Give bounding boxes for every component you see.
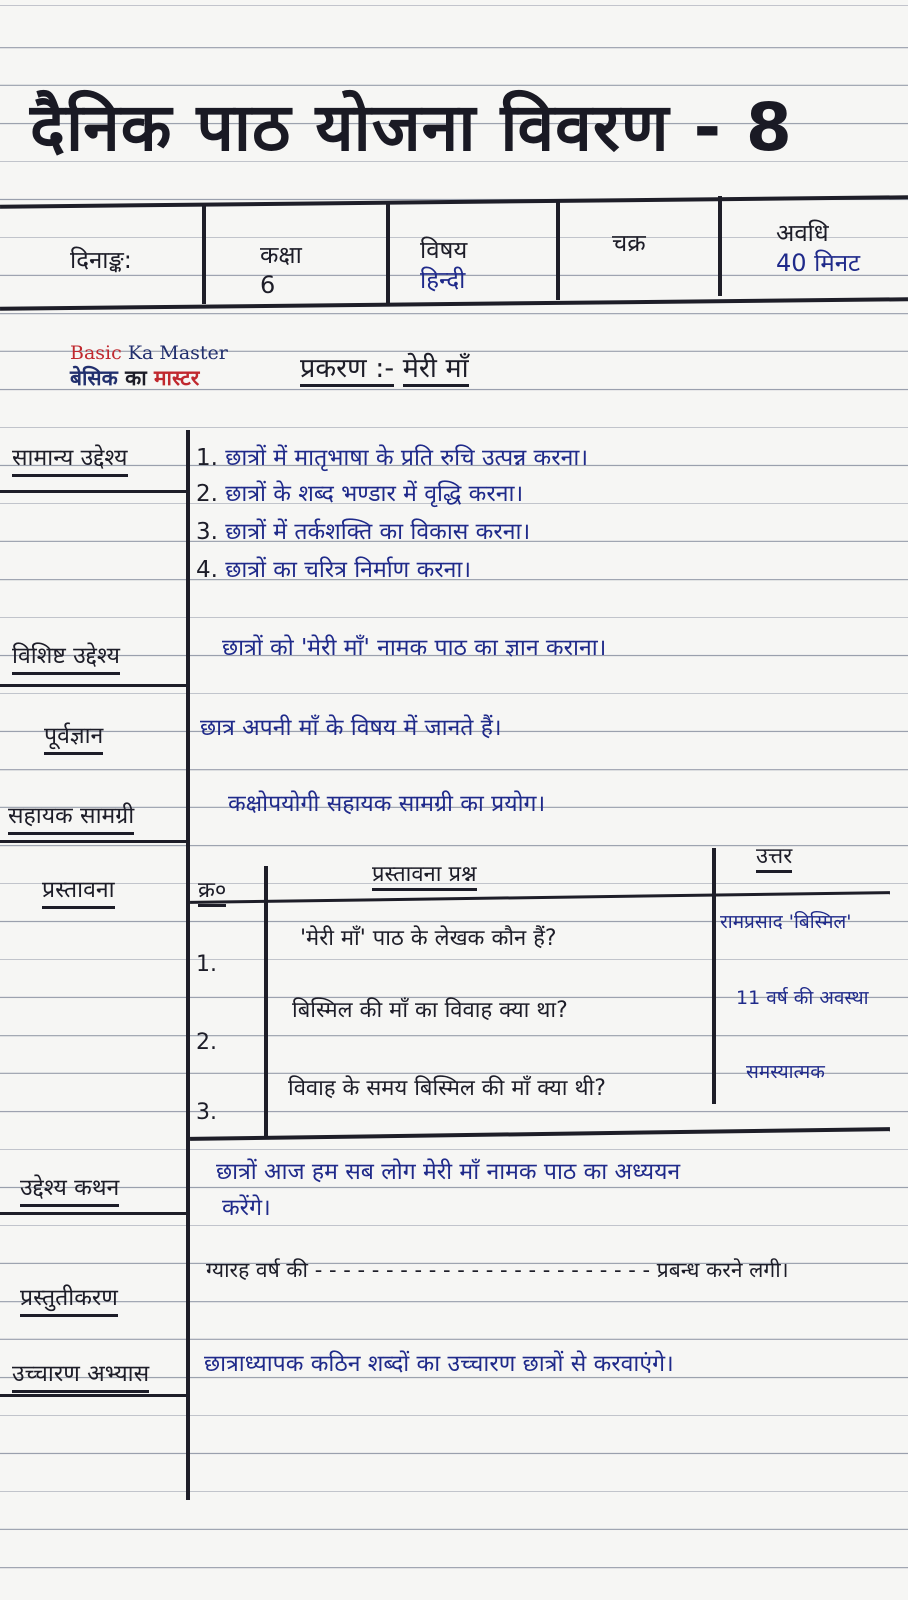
intro-col-divider-1 bbox=[264, 866, 268, 1138]
intro-header-rule bbox=[190, 891, 890, 904]
intro-row-no: 1. bbox=[196, 952, 217, 977]
logo-word-master: Master bbox=[159, 342, 228, 364]
intro-row-no: 3. bbox=[196, 1100, 217, 1125]
intro-row-answer: समस्यात्मक bbox=[746, 1061, 825, 1083]
intro-col-question-header: प्रस्तावना प्रश्न bbox=[372, 858, 477, 891]
pronunciation-label: उच्चारण अभ्यास bbox=[12, 1356, 149, 1393]
logo-hindi-basic: बेसिक bbox=[70, 366, 118, 390]
topic-value: मेरी माँ bbox=[403, 353, 469, 387]
presentation-line bbox=[206, 1256, 789, 1284]
pronunciation-text: छात्राध्यापक कठिन शब्दों का उच्चारण छात्रों से करवाएंगे। bbox=[204, 1351, 674, 1377]
teaching-aids-text: कक्षोपयोगी सहायक सामग्री का प्रयोग। bbox=[228, 791, 546, 817]
header-top-rule bbox=[0, 195, 908, 209]
intro-row-no: 2. bbox=[196, 1030, 217, 1055]
logo-word-ka: Ka bbox=[127, 342, 154, 364]
objective-number: 2. bbox=[196, 481, 218, 507]
section-rule bbox=[0, 684, 186, 687]
section-rule bbox=[0, 490, 186, 493]
prior-knowledge-label: पूर्वज्ञान bbox=[44, 718, 103, 755]
objective-number: 1. bbox=[196, 445, 218, 471]
topic-label: प्रकरण :- bbox=[300, 353, 394, 387]
date-punct: : bbox=[123, 246, 132, 274]
basic-ka-master-logo bbox=[70, 342, 228, 392]
objective-text: छात्रों का चरित्र निर्माण करना। bbox=[225, 557, 472, 583]
chakra-label: चक्र bbox=[612, 229, 646, 257]
prior-knowledge-text: छात्र अपनी माँ के विषय में जानते हैं। bbox=[200, 715, 502, 741]
header-date-cell bbox=[70, 245, 132, 275]
objective-text: छात्रों में तर्कशक्ति का विकास करना। bbox=[225, 519, 531, 545]
section-rule bbox=[0, 1394, 186, 1397]
header-bottom-rule bbox=[0, 297, 908, 311]
objective-number: 4. bbox=[196, 557, 218, 583]
intro-col-answer-header: उत्तर bbox=[756, 840, 792, 873]
intro-row-question: बिस्मिल की माँ का विवाह क्या था? bbox=[292, 998, 568, 1023]
class-label: कक्षा bbox=[260, 241, 302, 269]
left-margin-rule bbox=[186, 430, 190, 1500]
class-value: 6 bbox=[260, 271, 276, 299]
logo-hindi-master: मास्टर bbox=[153, 366, 200, 390]
objective-number: 3. bbox=[196, 519, 218, 545]
duration-label: अवधि bbox=[776, 219, 829, 247]
aim-statement-label: उद्देश्य कथन bbox=[20, 1170, 119, 1207]
objective-item bbox=[196, 440, 588, 472]
aim-statement-line1: छात्रों आज हम सब लोग मेरी माँ नामक पाठ का अध्ययन bbox=[216, 1159, 681, 1185]
subject-label: विषय bbox=[420, 236, 468, 264]
objective-item bbox=[196, 514, 530, 546]
logo-word-basic: Basic bbox=[70, 342, 122, 364]
logo-hindi-ka: का bbox=[125, 366, 147, 390]
page-title: दैनिक पाठ योजना विवरण - 8 bbox=[30, 89, 793, 166]
objective-text: छात्रों में मातृभाषा के प्रति रुचि उत्पन्न करना। bbox=[225, 445, 589, 471]
presentation-start: ग्यारह वर्ष की bbox=[206, 1258, 308, 1282]
intro-bottom-rule bbox=[190, 1127, 890, 1141]
date-label: दिनाङ्क bbox=[70, 246, 124, 274]
specific-objective-text: छात्रों को 'मेरी माँ' नामक पाठ का ज्ञान कराना। bbox=[222, 635, 607, 661]
header-divider-3 bbox=[556, 200, 560, 300]
objective-text: छात्रों के शब्द भण्डार में वृद्धि करना। bbox=[225, 481, 524, 507]
introduction-label: प्रस्तावना bbox=[42, 872, 115, 909]
objective-item bbox=[196, 476, 523, 508]
specific-objective-label: विशिष्ट उद्देश्य bbox=[12, 638, 120, 675]
intro-row-answer: रामप्रसाद 'बिस्मिल' bbox=[720, 911, 852, 933]
duration-value: 40 मिनट bbox=[776, 249, 861, 277]
presentation-end: प्रबन्ध करने लगी। bbox=[656, 1258, 789, 1282]
intro-col-divider-2 bbox=[712, 848, 716, 1104]
section-rule bbox=[0, 1212, 186, 1215]
aim-statement-line2: करेंगे। bbox=[222, 1195, 271, 1221]
general-objectives-label: सामान्य उद्देश्य bbox=[12, 440, 128, 477]
section-rule bbox=[0, 840, 186, 843]
presentation-dashes: - - - - - - - - - - - - - - - - - - - - - - - - bbox=[314, 1258, 651, 1282]
header-subject-cell bbox=[420, 235, 467, 295]
header-divider-2 bbox=[386, 204, 390, 304]
topic-heading bbox=[300, 348, 469, 385]
intro-row-answer: 11 वर्ष की अवस्था bbox=[736, 987, 869, 1009]
header-divider-4 bbox=[718, 196, 722, 296]
teaching-aids-label: सहायक सामग्री bbox=[8, 798, 134, 835]
header-divider-1 bbox=[202, 204, 206, 304]
header-chakra-cell bbox=[612, 228, 646, 258]
header-duration-cell bbox=[776, 218, 860, 278]
header-class-cell bbox=[260, 240, 302, 300]
subject-value: हिन्दी bbox=[420, 266, 466, 294]
intro-col-no-header: क्र० bbox=[198, 874, 226, 907]
objective-item bbox=[196, 552, 471, 584]
intro-row-question: विवाह के समय बिस्मिल की माँ क्या थी? bbox=[288, 1076, 606, 1101]
intro-row-question: 'मेरी माँ' पाठ के लेखक कौन हैं? bbox=[300, 926, 557, 951]
presentation-label: प्रस्तुतीकरण bbox=[20, 1280, 118, 1317]
